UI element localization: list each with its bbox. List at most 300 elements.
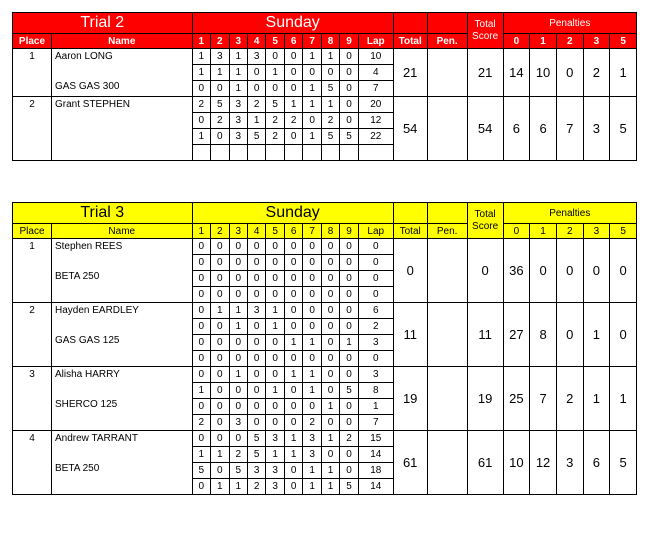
section-score: 3 xyxy=(266,479,284,495)
section-score: 0 xyxy=(211,129,229,145)
rider-total: 11 xyxy=(393,303,427,367)
section-score xyxy=(284,145,302,161)
rider-name-cell xyxy=(51,239,192,303)
section-score: 1 xyxy=(211,65,229,81)
section-score: 0 xyxy=(266,239,284,255)
section-score: 0 xyxy=(211,415,229,431)
section-score: 0 xyxy=(192,255,210,271)
section-score: 3 xyxy=(229,97,247,113)
section-score: 2 xyxy=(321,113,339,129)
section-score: 2 xyxy=(211,113,229,129)
section-score: 3 xyxy=(229,415,247,431)
lap-total: 0 xyxy=(358,255,393,271)
section-score: 0 xyxy=(211,271,229,287)
header-section: 9 xyxy=(340,34,358,49)
section-score: 0 xyxy=(266,415,284,431)
section-score: 0 xyxy=(284,271,302,287)
section-score: 0 xyxy=(229,239,247,255)
section-score: 1 xyxy=(303,129,321,145)
header-section: 3 xyxy=(229,34,247,49)
section-score: 1 xyxy=(192,129,210,145)
rider-name-cell xyxy=(51,431,192,495)
section-score: 0 xyxy=(247,271,265,287)
section-score: 1 xyxy=(303,367,321,383)
penalty-count: 6 xyxy=(503,97,530,161)
rider-total: 19 xyxy=(393,367,427,431)
section-score: 1 xyxy=(321,463,339,479)
section-score: 0 xyxy=(192,431,210,447)
header-total-score xyxy=(467,13,503,49)
penalty-count: 1 xyxy=(583,303,610,367)
penalty-count: 1 xyxy=(583,367,610,431)
lap-total: 22 xyxy=(358,129,393,145)
section-score: 1 xyxy=(266,303,284,319)
section-score: 5 xyxy=(211,97,229,113)
table-row xyxy=(13,303,637,319)
lap-total: 8 xyxy=(358,383,393,399)
section-score: 0 xyxy=(247,383,265,399)
header-penalty-col: 1 xyxy=(530,34,557,49)
section-score: 1 xyxy=(303,49,321,65)
section-score: 0 xyxy=(321,65,339,81)
lap-total: 0 xyxy=(358,351,393,367)
section-score xyxy=(247,145,265,161)
header-section: 4 xyxy=(247,34,265,49)
rider-place: 1 xyxy=(13,239,52,303)
rider-name: Alisha HARRY xyxy=(54,369,120,380)
section-score: 0 xyxy=(303,65,321,81)
rider-place: 1 xyxy=(13,49,52,97)
rider-name: Stephen REES xyxy=(54,241,123,252)
section-score: 0 xyxy=(266,287,284,303)
section-score: 1 xyxy=(321,49,339,65)
header-penalty-col: 1 xyxy=(530,224,557,239)
section-score: 3 xyxy=(229,113,247,129)
header-name: Name xyxy=(51,34,192,49)
trial-title: Trial 2 xyxy=(13,13,193,34)
section-score: 1 xyxy=(192,447,210,463)
section-score: 0 xyxy=(266,81,284,97)
section-score xyxy=(211,145,229,161)
header-total: Total xyxy=(393,34,427,49)
section-score: 0 xyxy=(340,97,358,113)
table-row xyxy=(13,367,637,383)
section-score: 3 xyxy=(266,431,284,447)
section-score: 0 xyxy=(266,399,284,415)
penalty-count: 3 xyxy=(556,431,583,495)
section-score: 0 xyxy=(211,239,229,255)
section-score: 2 xyxy=(266,129,284,145)
lap-total: 15 xyxy=(358,431,393,447)
section-score: 0 xyxy=(192,319,210,335)
penalty-count: 0 xyxy=(556,239,583,303)
header-section: 8 xyxy=(321,34,339,49)
section-score xyxy=(321,145,339,161)
section-score: 0 xyxy=(211,399,229,415)
rider-name: Andrew TARRANT xyxy=(54,433,138,444)
section-score: 0 xyxy=(321,287,339,303)
section-score: 1 xyxy=(266,383,284,399)
section-score: 0 xyxy=(303,239,321,255)
header-section: 5 xyxy=(266,224,284,239)
table-row xyxy=(13,431,637,447)
header-place: Place xyxy=(13,34,52,49)
section-score: 3 xyxy=(229,129,247,145)
section-score: 5 xyxy=(266,97,284,113)
rider-place: 4 xyxy=(13,431,52,495)
penalty-count: 14 xyxy=(503,49,530,97)
section-score: 2 xyxy=(229,447,247,463)
section-score: 0 xyxy=(229,399,247,415)
section-score: 0 xyxy=(284,479,302,495)
section-score xyxy=(192,145,210,161)
lap-total: 14 xyxy=(358,479,393,495)
section-score: 1 xyxy=(303,463,321,479)
trial-title: Trial 3 xyxy=(13,203,193,224)
lap-total: 3 xyxy=(358,367,393,383)
lap-total: 7 xyxy=(358,415,393,431)
section-score: 5 xyxy=(321,129,339,145)
penalty-count: 1 xyxy=(610,49,637,97)
section-score: 0 xyxy=(229,287,247,303)
rider-place: 3 xyxy=(13,367,52,431)
header-penalty-col: 2 xyxy=(556,224,583,239)
section-score: 0 xyxy=(211,287,229,303)
section-score: 0 xyxy=(247,255,265,271)
header-blank-total xyxy=(393,203,427,224)
rider-name-cell xyxy=(51,97,192,161)
section-score: 1 xyxy=(321,431,339,447)
section-score: 0 xyxy=(340,49,358,65)
penalty-count: 2 xyxy=(556,367,583,431)
penalty-count: 25 xyxy=(503,367,530,431)
section-score: 5 xyxy=(247,129,265,145)
rider-bike: BETA 250 xyxy=(54,271,100,282)
section-score: 1 xyxy=(321,399,339,415)
section-score: 0 xyxy=(321,383,339,399)
section-score: 1 xyxy=(284,97,302,113)
section-score: 0 xyxy=(321,255,339,271)
header-section: 6 xyxy=(284,224,302,239)
section-score: 1 xyxy=(284,431,302,447)
section-score: 0 xyxy=(284,399,302,415)
rider-total-score: 61 xyxy=(467,431,503,495)
section-score: 0 xyxy=(303,319,321,335)
section-score: 3 xyxy=(211,49,229,65)
section-score: 0 xyxy=(247,367,265,383)
section-score: 3 xyxy=(247,49,265,65)
section-score: 0 xyxy=(247,399,265,415)
header-section: 1 xyxy=(192,224,210,239)
penalty-count: 27 xyxy=(503,303,530,367)
section-score: 0 xyxy=(340,65,358,81)
header-section: 7 xyxy=(303,34,321,49)
section-score: 0 xyxy=(211,351,229,367)
section-score: 0 xyxy=(284,81,302,97)
trial-2-results xyxy=(12,12,637,161)
penalty-count: 0 xyxy=(610,303,637,367)
trial-day: Sunday xyxy=(192,203,393,224)
section-score: 1 xyxy=(321,479,339,495)
section-score: 1 xyxy=(192,65,210,81)
section-score: 0 xyxy=(340,447,358,463)
section-score: 0 xyxy=(192,271,210,287)
header-section: 5 xyxy=(266,34,284,49)
section-score: 0 xyxy=(247,415,265,431)
section-score: 0 xyxy=(229,255,247,271)
header-penalties: Penalties xyxy=(503,203,636,224)
penalty-count: 0 xyxy=(556,303,583,367)
section-score: 3 xyxy=(247,303,265,319)
header-section: 4 xyxy=(247,224,265,239)
section-score: 0 xyxy=(229,335,247,351)
section-score: 1 xyxy=(303,479,321,495)
header-total-score xyxy=(467,203,503,239)
header-penalty-col: 0 xyxy=(503,224,530,239)
rider-total-score: 19 xyxy=(467,367,503,431)
penalty-count: 0 xyxy=(530,239,557,303)
header-penalty-col: 5 xyxy=(610,34,637,49)
header-pen: Pen. xyxy=(427,34,467,49)
section-score: 5 xyxy=(340,383,358,399)
rider-total-score: 0 xyxy=(467,239,503,303)
section-score: 1 xyxy=(303,383,321,399)
section-score: 1 xyxy=(229,319,247,335)
section-score: 0 xyxy=(247,239,265,255)
header-penalty-col: 5 xyxy=(610,224,637,239)
lap-total: 0 xyxy=(358,271,393,287)
section-score: 1 xyxy=(303,335,321,351)
section-score: 0 xyxy=(340,367,358,383)
section-score: 0 xyxy=(303,287,321,303)
header-place: Place xyxy=(13,224,52,239)
section-score: 1 xyxy=(321,97,339,113)
section-score: 1 xyxy=(266,65,284,81)
header-section: 7 xyxy=(303,224,321,239)
section-score: 0 xyxy=(229,383,247,399)
section-score: 1 xyxy=(229,49,247,65)
penalty-count: 0 xyxy=(583,239,610,303)
penalty-count: 0 xyxy=(556,49,583,97)
section-score: 0 xyxy=(340,319,358,335)
header-section: 1 xyxy=(192,34,210,49)
results-table xyxy=(12,12,637,161)
rider-pen xyxy=(427,431,467,495)
lap-total: 0 xyxy=(358,287,393,303)
rider-total: 21 xyxy=(393,49,427,97)
rider-name: Grant STEPHEN xyxy=(54,99,131,110)
penalty-count: 5 xyxy=(610,97,637,161)
total-score-line1: Total xyxy=(474,18,496,30)
section-score: 2 xyxy=(192,97,210,113)
section-score: 0 xyxy=(211,81,229,97)
rider-total-score: 21 xyxy=(467,49,503,97)
section-score: 0 xyxy=(340,271,358,287)
section-score: 1 xyxy=(229,81,247,97)
section-score: 0 xyxy=(284,319,302,335)
section-score: 0 xyxy=(340,463,358,479)
section-score: 0 xyxy=(303,113,321,129)
rider-bike: BETA 250 xyxy=(54,463,100,474)
trial-3-results xyxy=(12,202,637,495)
rider-pen xyxy=(427,239,467,303)
penalty-count: 12 xyxy=(530,431,557,495)
table-row xyxy=(13,97,637,113)
header-blank-total xyxy=(393,13,427,34)
section-score: 3 xyxy=(247,463,265,479)
header-total: Total xyxy=(393,224,427,239)
section-score: 0 xyxy=(211,255,229,271)
section-score: 1 xyxy=(229,367,247,383)
section-score: 2 xyxy=(192,415,210,431)
section-score: 3 xyxy=(303,431,321,447)
lap-total: 7 xyxy=(358,81,393,97)
header-name: Name xyxy=(51,224,192,239)
section-score: 0 xyxy=(284,129,302,145)
rider-bike: GAS GAS 300 xyxy=(54,81,120,92)
total-score-line2: Score xyxy=(472,30,499,42)
lap-total: 20 xyxy=(358,97,393,113)
rider-pen xyxy=(427,367,467,431)
section-score: 5 xyxy=(247,431,265,447)
section-score: 2 xyxy=(303,415,321,431)
section-score: 0 xyxy=(321,335,339,351)
penalty-count: 5 xyxy=(610,431,637,495)
section-score: 2 xyxy=(340,431,358,447)
rider-total-score: 54 xyxy=(467,97,503,161)
section-score: 0 xyxy=(303,271,321,287)
section-score: 0 xyxy=(192,367,210,383)
section-score: 1 xyxy=(229,65,247,81)
table-row xyxy=(13,49,637,65)
section-score: 0 xyxy=(247,319,265,335)
lap-total: 1 xyxy=(358,399,393,415)
header-penalties: Penalties xyxy=(503,13,636,34)
section-score: 5 xyxy=(340,129,358,145)
header-section: 6 xyxy=(284,34,302,49)
section-score: 0 xyxy=(340,255,358,271)
rider-total: 54 xyxy=(393,97,427,161)
section-score: 0 xyxy=(340,351,358,367)
section-score: 0 xyxy=(303,399,321,415)
section-score: 0 xyxy=(321,367,339,383)
section-score: 1 xyxy=(266,447,284,463)
section-score: 5 xyxy=(229,463,247,479)
lap-total: 6 xyxy=(358,303,393,319)
section-score: 0 xyxy=(284,415,302,431)
section-score: 0 xyxy=(266,351,284,367)
lap-total: 4 xyxy=(358,65,393,81)
rider-place: 2 xyxy=(13,303,52,367)
section-score: 0 xyxy=(321,239,339,255)
rider-name-cell xyxy=(51,367,192,431)
section-score: 0 xyxy=(192,399,210,415)
section-score: 0 xyxy=(321,351,339,367)
lap-total: 14 xyxy=(358,447,393,463)
lap-total: 2 xyxy=(358,319,393,335)
header-penalty-col: 3 xyxy=(583,34,610,49)
header-pen: Pen. xyxy=(427,224,467,239)
penalty-count: 8 xyxy=(530,303,557,367)
section-score: 5 xyxy=(340,479,358,495)
section-score xyxy=(303,145,321,161)
header-blank-pen xyxy=(427,203,467,224)
rider-name-cell xyxy=(51,49,192,97)
section-score: 0 xyxy=(192,351,210,367)
section-score: 0 xyxy=(192,239,210,255)
section-score xyxy=(340,145,358,161)
section-score: 5 xyxy=(192,463,210,479)
penalty-count: 7 xyxy=(556,97,583,161)
section-score: 0 xyxy=(303,351,321,367)
section-score: 1 xyxy=(229,303,247,319)
lap-total: 0 xyxy=(358,239,393,255)
lap-total: 10 xyxy=(358,49,393,65)
header-lap: Lap xyxy=(358,224,393,239)
section-score: 1 xyxy=(211,447,229,463)
section-score: 3 xyxy=(266,463,284,479)
section-score: 0 xyxy=(284,65,302,81)
rider-bike: SHERCO 125 xyxy=(54,399,118,410)
header-section: 9 xyxy=(340,224,358,239)
header-lap: Lap xyxy=(358,34,393,49)
section-score: 0 xyxy=(229,271,247,287)
penalty-count: 2 xyxy=(583,49,610,97)
header-penalty-col: 0 xyxy=(503,34,530,49)
rider-name: Hayden EARDLEY xyxy=(54,305,139,316)
section-score: 0 xyxy=(321,303,339,319)
section-score: 0 xyxy=(284,49,302,65)
section-score: 1 xyxy=(266,319,284,335)
section-score: 0 xyxy=(284,303,302,319)
rider-pen xyxy=(427,303,467,367)
penalty-count: 3 xyxy=(583,97,610,161)
section-score: 1 xyxy=(284,447,302,463)
section-score: 0 xyxy=(340,399,358,415)
trial-day: Sunday xyxy=(192,13,393,34)
section-score: 0 xyxy=(247,335,265,351)
rider-name: Aaron LONG xyxy=(54,51,113,62)
section-score: 0 xyxy=(192,287,210,303)
section-score: 0 xyxy=(266,367,284,383)
section-score: 0 xyxy=(284,239,302,255)
section-score: 0 xyxy=(340,81,358,97)
section-score: 0 xyxy=(321,415,339,431)
rider-bike: GAS GAS 125 xyxy=(54,335,120,346)
table-row xyxy=(13,239,637,255)
section-score: 0 xyxy=(211,319,229,335)
header-section: 8 xyxy=(321,224,339,239)
section-score: 2 xyxy=(266,113,284,129)
penalty-count: 6 xyxy=(530,97,557,161)
lap-total xyxy=(358,145,393,161)
penalty-count: 1 xyxy=(610,367,637,431)
rider-pen xyxy=(427,49,467,97)
rider-total: 61 xyxy=(393,431,427,495)
lap-total: 3 xyxy=(358,335,393,351)
section-score: 0 xyxy=(321,319,339,335)
rider-pen xyxy=(427,97,467,161)
penalty-count: 0 xyxy=(610,239,637,303)
section-score: 0 xyxy=(211,431,229,447)
section-score: 0 xyxy=(192,479,210,495)
penalty-count: 6 xyxy=(583,431,610,495)
header-section: 2 xyxy=(211,34,229,49)
section-score: 0 xyxy=(266,255,284,271)
section-score: 0 xyxy=(192,335,210,351)
section-score: 0 xyxy=(211,335,229,351)
lap-total: 12 xyxy=(358,113,393,129)
